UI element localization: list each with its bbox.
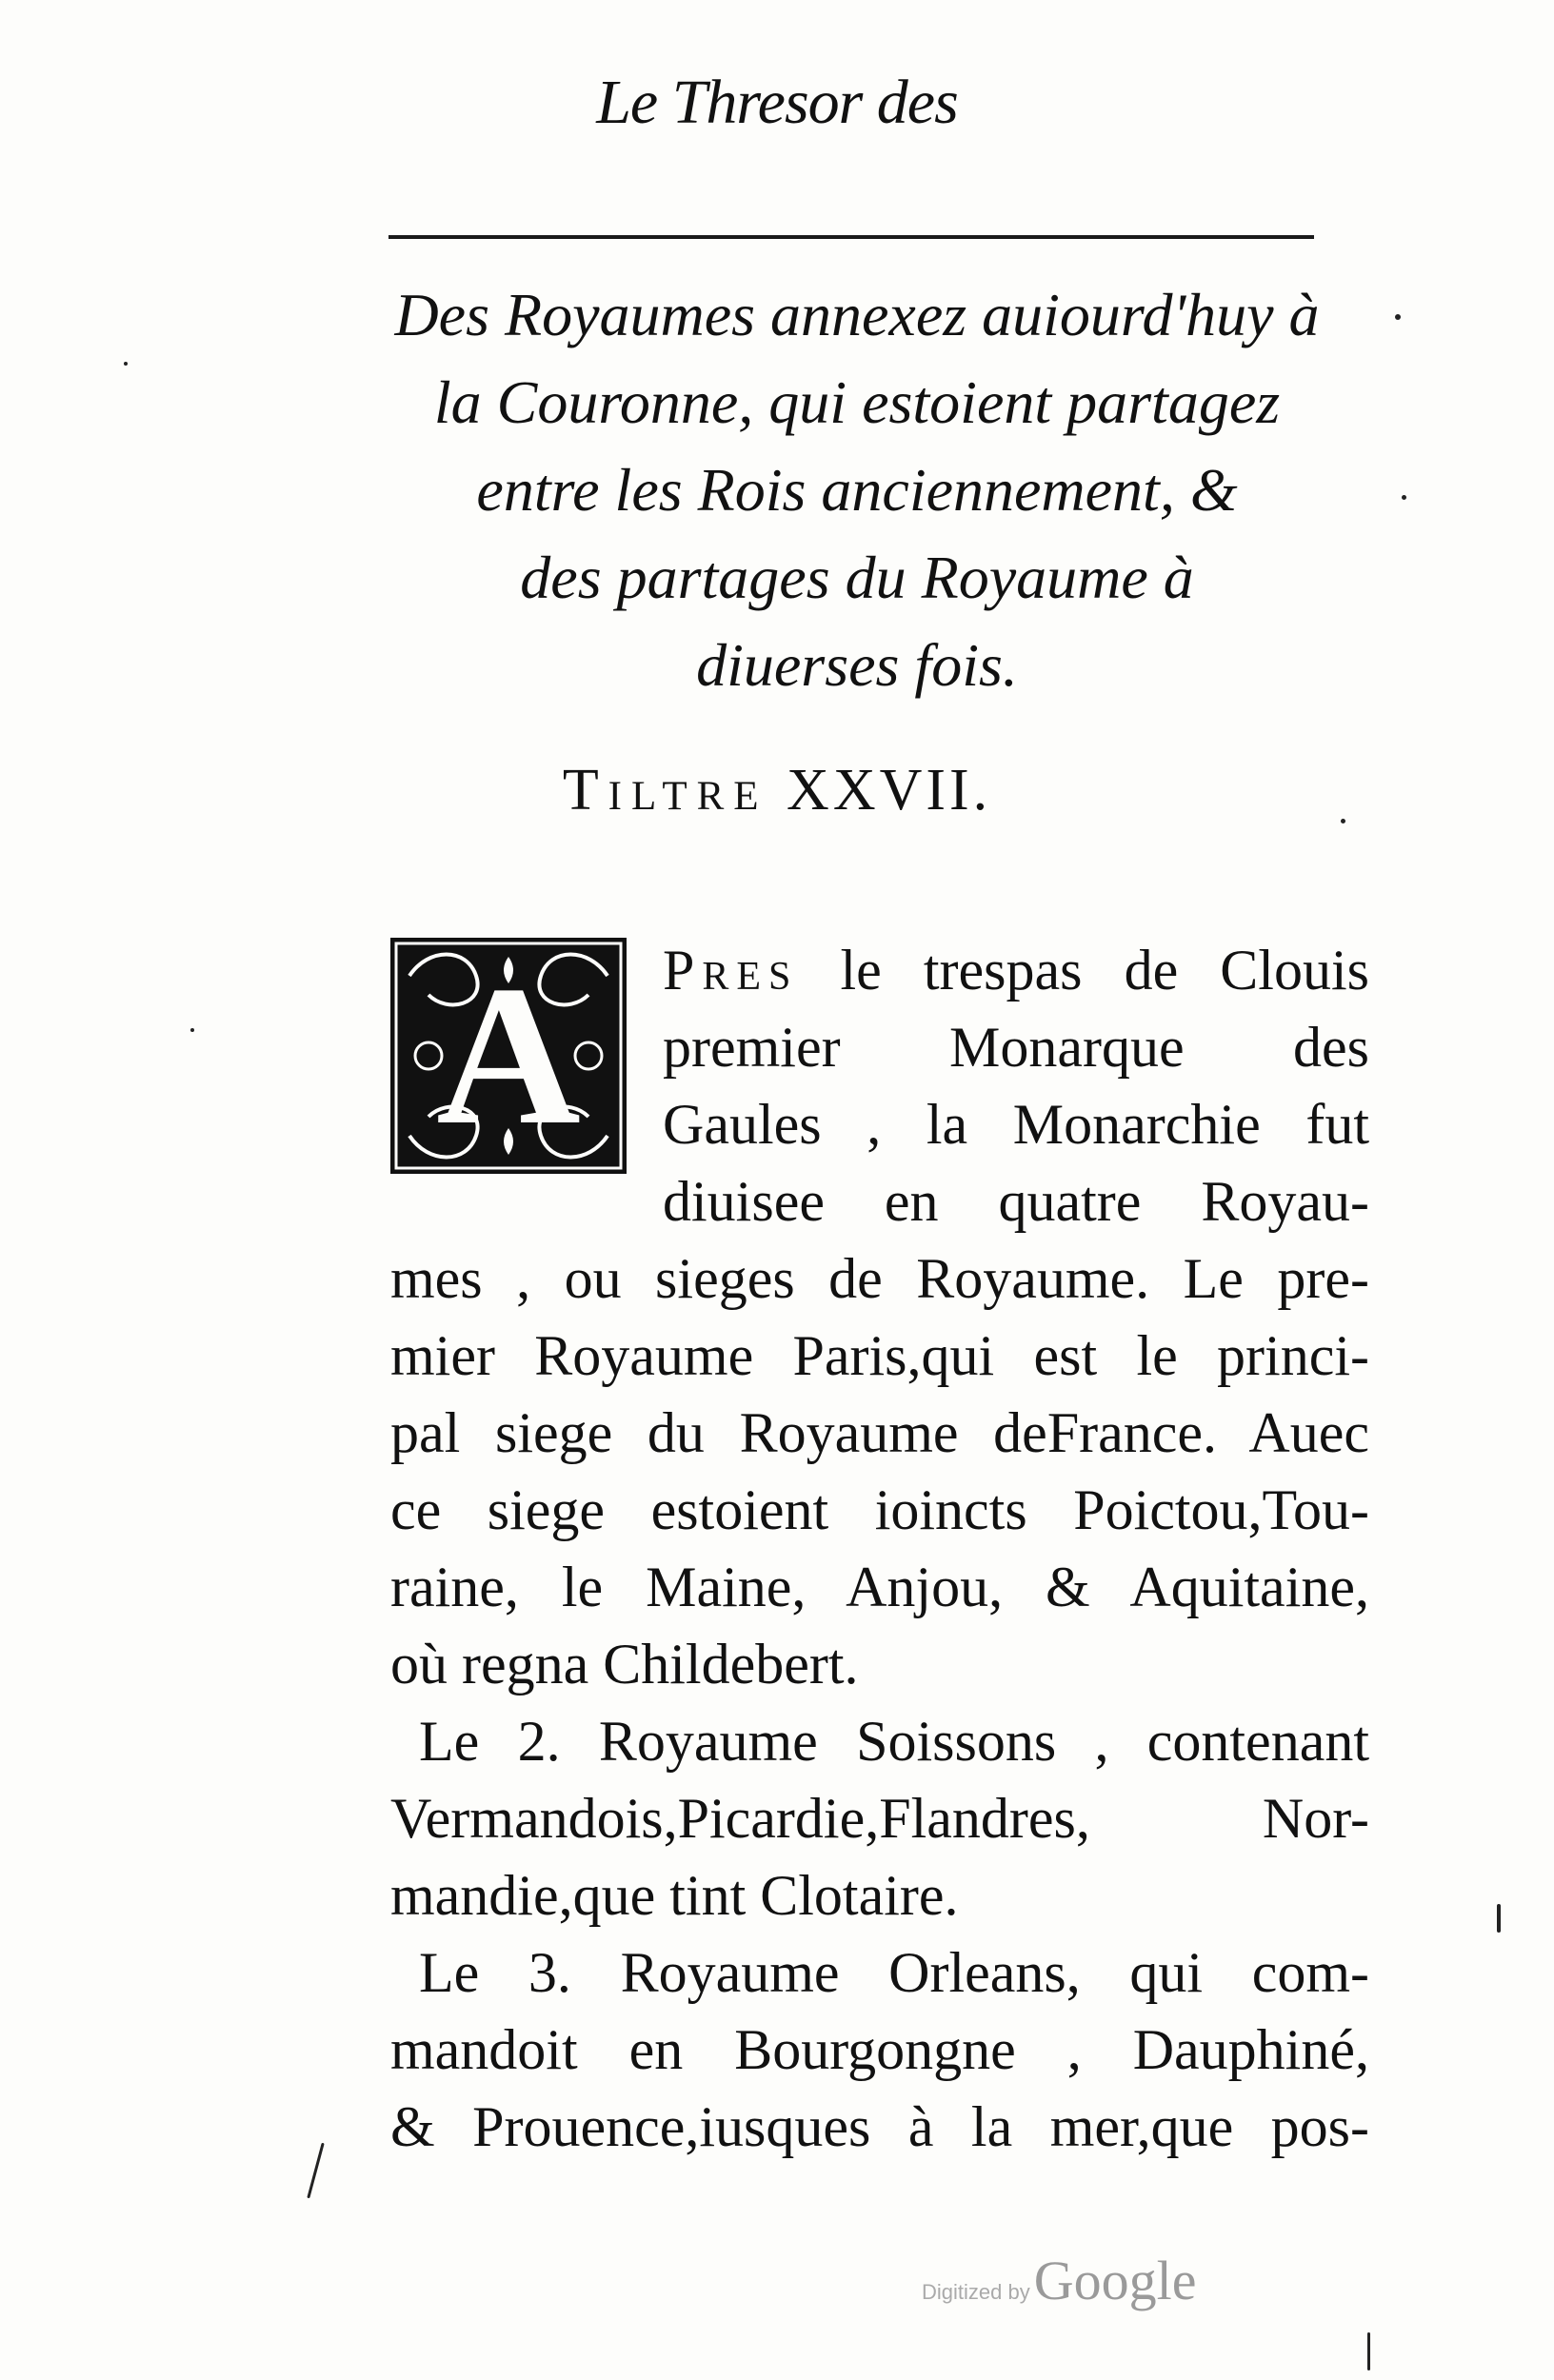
body-text-line: raine, le Maine, Anjou, & Aquitaine, — [390, 1556, 1369, 1618]
chapter-title-word: Tiltre — [562, 758, 768, 823]
lead-small-caps: Pres — [663, 939, 799, 1002]
chapter-title-number: XXVII. — [787, 758, 992, 823]
running-head: Le Thresor des — [596, 68, 958, 137]
scan-speckle — [1402, 495, 1406, 500]
body-text-line: Vermandois,Picardie,Flandres, Nor- — [390, 1787, 1369, 1850]
scan-speckle — [1497, 1904, 1501, 1933]
scan-speckle — [190, 1028, 194, 1032]
watermark-brand: Google — [1033, 2250, 1197, 2311]
section-heading-line: des partages du Royaume à — [520, 544, 1194, 611]
body-text-line: premier Monarque des — [663, 1016, 1369, 1079]
body-text-line: mes , ou sieges de Royaume. Le pre- — [390, 1247, 1369, 1310]
section-heading-line: diuerses fois. — [696, 631, 1018, 699]
body-text-line: ce siege estoient ioincts Poictou,Tou- — [390, 1478, 1369, 1541]
body-text-line: & Prouence,iusques à la mer,que pos- — [390, 2095, 1369, 2158]
body-text-line: mandie,que tint Clotaire. — [390, 1864, 959, 1927]
scan-speckle — [124, 362, 128, 366]
chapter-title — [0, 757, 1554, 824]
ornamental-drop-cap — [390, 938, 627, 1174]
body-text-line: Le 3. Royaume Orleans, qui com- — [419, 1941, 1369, 2004]
scan-speckle — [307, 2143, 324, 2199]
body-text-line: mandoit en Bourgongne , Dauphiné, — [390, 2018, 1369, 2081]
scan-speckle — [1367, 2332, 1370, 2370]
body-text-line: Gaules , la Monarchie fut — [663, 1093, 1369, 1156]
watermark-prefix: Digitized by — [922, 2280, 1030, 2304]
body-text-line: diuisee en quatre Royau- — [663, 1170, 1369, 1233]
body-text-line: où regna Childebert. — [390, 1633, 859, 1696]
drop-cap-letter: A — [436, 945, 581, 1166]
body-text-line: mier Royaume Paris,qui est le princi- — [390, 1324, 1369, 1387]
body-text-line: Le 2. Royaume Soissons , contenant — [419, 1710, 1369, 1773]
body-text-line-rest: le trespas de Clouis — [798, 939, 1369, 1002]
scan-speckle — [1395, 314, 1401, 320]
section-heading-line: la Couronne, qui estoient partagez — [433, 368, 1281, 436]
section-heading-line: entre les Rois anciennement, & — [476, 456, 1238, 524]
heading-rule — [388, 235, 1314, 239]
section-heading — [381, 271, 1333, 709]
body-text-line — [663, 938, 1369, 1003]
google-watermark — [922, 2249, 1226, 2315]
section-heading-line: Des Royaumes annexez auiourd'huy à — [394, 281, 1320, 348]
body-text-line: pal siege du Royaume deFrance. Auec — [390, 1401, 1369, 1464]
